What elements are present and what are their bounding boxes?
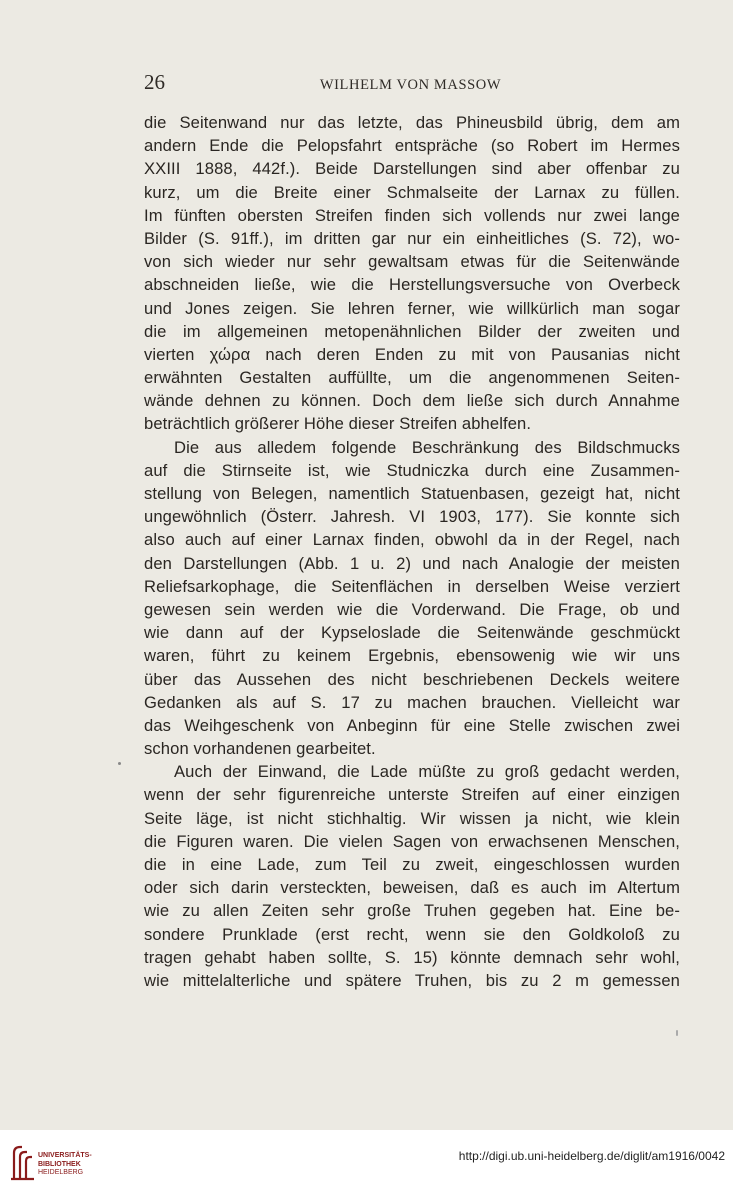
scan-speck bbox=[118, 762, 121, 765]
scan-speck bbox=[676, 1030, 678, 1036]
text-line: stellung von Belegen, namentlich Statuenbasen, gezeigt hat, nicht bbox=[144, 484, 680, 503]
text-line: andern Ende die Pelopsfahrt entspräche (so Robert im Hermes bbox=[144, 136, 680, 156]
text-line: und Jones zeigen. Sie lehren ferner, wie willkürlich man sogar bbox=[144, 298, 680, 318]
text-line: Seite läge, ist nicht stichhaltig. Wir wissen ja nicht, wie klein bbox=[144, 808, 680, 828]
text-line: wie dann auf der Kypseloslade die Seitenwände geschmückt bbox=[144, 623, 680, 643]
text-line: von sich wieder nur sehr gewaltsam etwas für die Seitenwände bbox=[144, 252, 680, 272]
text-line: oder sich darin versteckten, beweisen, daß es auch im Altertum bbox=[144, 878, 680, 898]
library-logo-text bbox=[38, 1152, 92, 1178]
page-number: 26 bbox=[144, 70, 165, 94]
text-line: beträchtlich größerer Höhe dieser Streifen abhelfen. bbox=[144, 414, 532, 434]
text-line: abschneiden ließe, wie die Herstellungsversuche von Overbeck bbox=[144, 275, 680, 295]
text-line: erwähnten Gestalten auffüllte, um die angenommenen Seiten- bbox=[144, 368, 680, 388]
text-line: das Weihgeschenk von Anbeginn für eine Stelle zwischen zwei bbox=[144, 715, 680, 735]
text-line: kurz, um die Breite einer Schmalseite der Larnax zu füllen. bbox=[144, 182, 680, 202]
text-line: die Seitenwand nur das letzte, das Phineusbild übrig, dem am bbox=[144, 113, 680, 132]
text-line: Auch der Einwand, die Lade müßte zu groß gedacht werden, bbox=[174, 762, 680, 782]
text-line: waren, führt zu keinem Ergebnis, ebensowenig wie wir uns bbox=[144, 646, 680, 666]
text-line: den Darstellungen (Abb. 1 u. 2) und nach Analogie der meisten bbox=[144, 553, 680, 573]
text-line: ungewöhnlich (Österr. Jahresh. VI 1903, 177). Sie konnte sich bbox=[144, 507, 680, 527]
logo-line: BIBLIOTHEK bbox=[38, 1160, 81, 1168]
text-line: wie mittelalterliche und spätere Truhen, bis zu 2 m gemessen bbox=[144, 970, 680, 990]
text-line: vierten χώρα nach deren Enden zu mit von Pausanias nicht bbox=[144, 344, 680, 364]
text-line: Die aus alledem folgende Beschränkung des Bildschmucks bbox=[174, 437, 680, 457]
text-line: Gedanken als auf S. 17 zu machen brauchen. Vielleicht war bbox=[144, 692, 680, 712]
text-line: über das Aussehen des nicht beschriebenen Deckels weitere bbox=[144, 669, 680, 689]
text-line: auf die Stirnseite ist, wie Studniczka durch eine Zusammen- bbox=[144, 460, 680, 480]
text-line: wie zu allen Zeiten sehr große Truhen gegeben hat. Eine be- bbox=[144, 901, 680, 921]
text-line: also auch auf einer Larnax finden, obwohl da in der Regel, nach bbox=[144, 530, 680, 550]
text-line: Bilder (S. 91ff.), im dritten gar nur ein einheitliches (S. 72), wo- bbox=[144, 228, 680, 248]
text-line: sondere Prunklade (erst recht, wenn sie den Goldkoloß zu bbox=[144, 924, 680, 944]
logo-line: HEIDELBERG bbox=[38, 1169, 84, 1176]
source-url-link[interactable]: http://digi.ub.uni-heidelberg.de/diglit/am1916/0042 bbox=[458, 1149, 725, 1163]
text-line: die in eine Lade, zum Teil zu zweit, eingeschlossen wurden bbox=[144, 855, 680, 874]
text-line: schon vorhandenen gearbeitet. bbox=[144, 739, 376, 759]
text-line: tragen gehabt haben sollte, S. 15) könnte demnach sehr wohl, bbox=[144, 947, 680, 967]
text-line: gewesen sein werden wie die Vorderwand. Die Frage, ob und bbox=[144, 599, 680, 619]
running-head: WILHELM VON MASSOW bbox=[319, 77, 502, 93]
body-text bbox=[144, 111, 680, 992]
text-line: XXIII 1888, 442f.). Beide Darstellungen sind aber offenbar zu bbox=[144, 159, 680, 179]
text-line: die Figuren waren. Die vielen Sagen von erwachsenen Menschen, bbox=[144, 831, 680, 851]
text-line: wenn der sehr figurenreiche unterste Streifen auf einer einzigen bbox=[144, 785, 680, 805]
logo-line: UNIVERSITÄTS- bbox=[38, 1152, 92, 1159]
text-line: wände dehnen zu können. Doch dem ließe sich durch Annahme bbox=[144, 391, 680, 411]
text-line: die im allgemeinen metopenähnlichen Bilder der zweiten und bbox=[144, 321, 680, 341]
text-line: Im fünften obersten Streifen finden sich vollends nur zwei lange bbox=[144, 205, 680, 225]
text-line: Reliefsarkophage, die Seitenflächen in derselben Weise verziert bbox=[144, 576, 680, 596]
